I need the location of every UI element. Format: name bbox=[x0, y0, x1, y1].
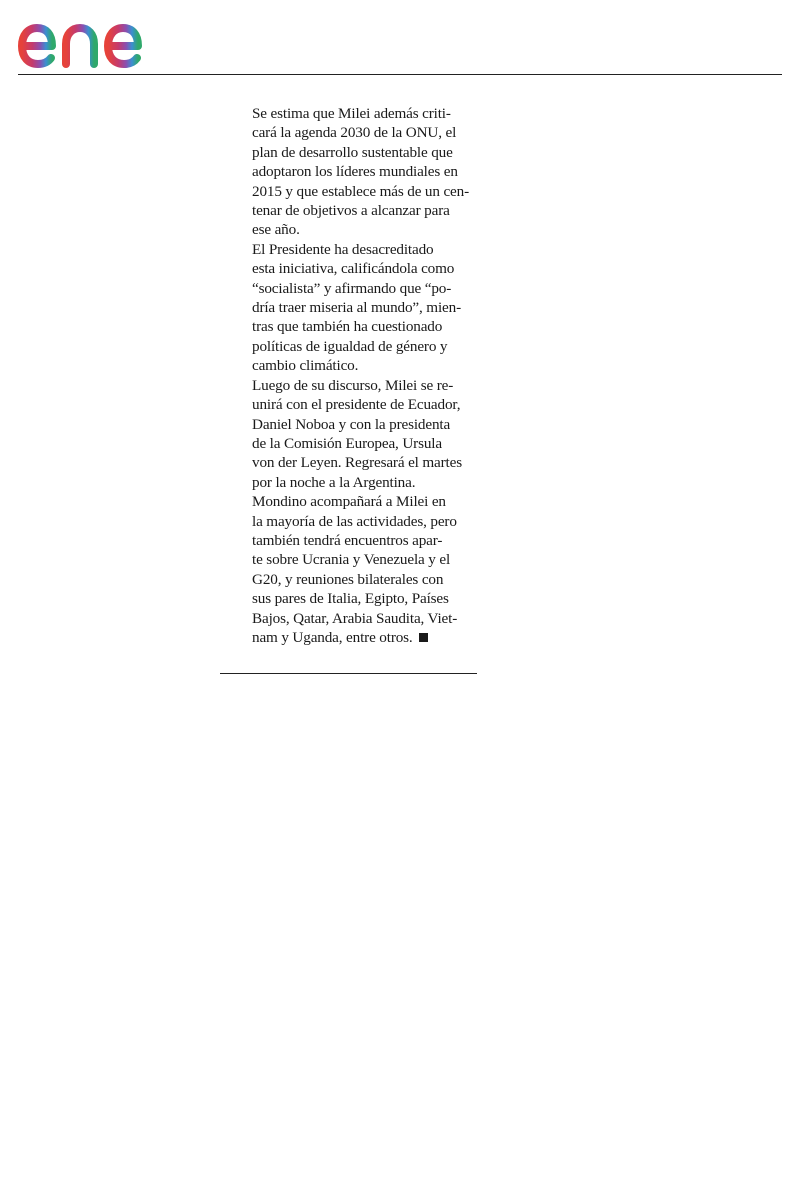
text-line: te sobre Ucrania y Venezuela y el bbox=[252, 551, 451, 569]
text-line: políticas de igualdad de género y bbox=[252, 337, 448, 355]
text-line: tras que también ha cuestionado bbox=[252, 318, 443, 336]
article-paragraph-4 bbox=[252, 492, 470, 647]
text-line: tenar de objetivos a alcanzar para bbox=[252, 202, 450, 220]
enel-logo-icon bbox=[16, 6, 180, 70]
page-header bbox=[0, 0, 800, 76]
text-line: cambio climático. bbox=[252, 357, 359, 375]
text-line-content: nam y Uganda, entre otros. bbox=[252, 628, 413, 646]
text-line: von der Leyen. Regresará el martes bbox=[252, 454, 462, 472]
article-paragraph-1 bbox=[252, 104, 470, 240]
text-line: 2015 y que establece más de un cen- bbox=[252, 182, 469, 200]
text-line-last bbox=[252, 628, 470, 647]
text-line: dría traer miseria al mundo”, mien- bbox=[252, 299, 461, 317]
text-line: de la Comisión Europea, Ursula bbox=[252, 434, 442, 452]
article-paragraph-3 bbox=[252, 376, 470, 492]
text-line: esta iniciativa, calificándola como bbox=[252, 260, 455, 278]
text-line: plan de desarrollo sustentable que bbox=[252, 143, 453, 161]
text-line: El Presidente ha desacreditado bbox=[252, 240, 434, 258]
text-line: por la noche a la Argentina. bbox=[252, 473, 416, 491]
text-line: también tendrá encuentros apar- bbox=[252, 531, 443, 549]
text-line: cará la agenda 2030 de la ONU, el bbox=[252, 124, 457, 142]
text-line: ese año. bbox=[252, 221, 300, 239]
text-line: Bajos, Qatar, Arabia Saudita, Viet- bbox=[252, 609, 458, 627]
header-divider bbox=[18, 74, 782, 75]
text-line: Luego de su discurso, Milei se re- bbox=[252, 376, 454, 394]
text-line: Se estima que Milei además criti- bbox=[252, 105, 451, 122]
text-line: sus pares de Italia, Egipto, Países bbox=[252, 590, 449, 608]
text-line: G20, y reuniones bilaterales con bbox=[252, 570, 444, 588]
text-line: unirá con el presidente de Ecuador, bbox=[252, 396, 461, 414]
text-line: la mayoría de las actividades, pero bbox=[252, 512, 457, 530]
article-bottom-divider bbox=[220, 673, 477, 674]
text-line: Mondino acompañará a Milei en bbox=[252, 493, 446, 511]
text-line: adoptaron los líderes mundiales en bbox=[252, 163, 458, 181]
text-line: “socialista” y afirmando que “po- bbox=[252, 279, 452, 297]
end-of-article-square-icon bbox=[419, 633, 428, 642]
text-line: Daniel Noboa y con la presidenta bbox=[252, 415, 451, 433]
article-column bbox=[252, 104, 470, 647]
article-paragraph-2 bbox=[252, 240, 470, 376]
